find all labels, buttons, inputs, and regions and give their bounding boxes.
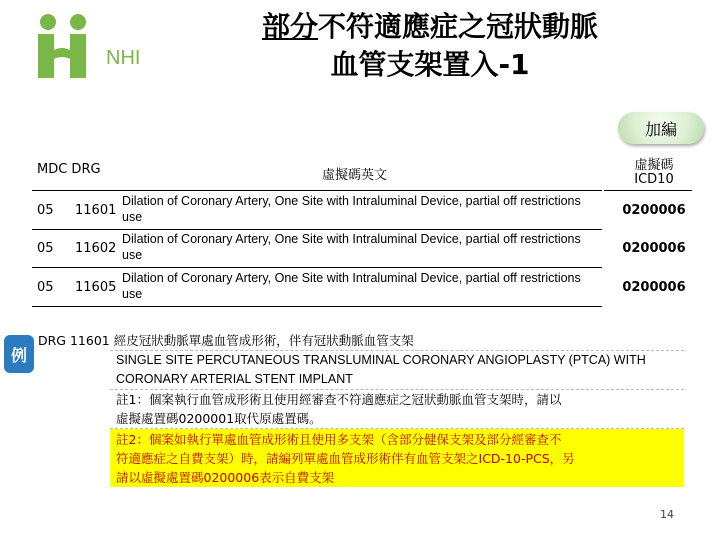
row1-drg: 11601 [75,203,117,218]
note1-line2: 虛擬處置碼0200001取代原處置碼。 [116,411,322,426]
row1-code: 0200006 [622,203,686,218]
title-line2: 血管支架置入-1 [330,48,530,81]
header-code-l2: ICD10 [634,172,674,187]
page-title [150,8,710,84]
row3-code: 0200006 [622,280,686,295]
header-mdc-drg: MDC DRG [37,162,101,177]
example-en-line2: CORONARY ARTERIAL STENT IMPLANT [116,372,353,386]
title-underlined-part: 部分 [261,10,318,43]
note2-line3: 請以虛擬處置碼0200006表示自費支架 [116,470,335,485]
row2-desc: Dilation of Coronary Artery, One Site with Intraluminal Device, partial off restrictions use [122,232,581,262]
row1-mdc: 05 [37,203,54,218]
row-divider [32,229,602,230]
note2-line1: 註2：個案如執行單處血管成形術且使用多支架（含部分健保支架及部分經審查不 [116,432,562,447]
title-line1-rest: 不符適應症之冠狀動脈 [318,10,599,43]
example-en-line1: SINGLE SITE PERCUTANEOUS TRANSLUMINAL CORONARY ANGIOPLASTY (PTCA) WITH [116,353,646,367]
note2-line2: 符適應症之自費支架）時，請編列單處血管成形術伴有血管支架之ICD-10-PCS，另 [116,451,575,466]
row2-code: 0200006 [622,241,686,256]
page-number: 14 [660,508,674,521]
table-header-rule [32,190,602,191]
row1-desc: Dilation of Coronary Artery, One Site with Intraluminal Device, partial off restrictions use [122,194,581,224]
new-code-badge: 加編 [618,112,704,144]
row3-drg: 11605 [75,280,117,295]
table-header-rule-right [604,190,692,191]
row3-desc: Dilation of Coronary Artery, One Site with Intraluminal Device, partial off restrictions use [122,271,581,301]
row2-mdc: 05 [37,241,54,256]
row3-mdc: 05 [37,280,54,295]
example-drg-line: DRG 11601 經皮冠狀動脈單處血管成形術，伴有冠狀動脈血管支架 [38,333,414,348]
table-bottom-rule [32,306,602,307]
logo-text: NHI [106,47,141,69]
row-divider [32,267,602,268]
row2-drg: 11602 [75,241,117,256]
note1-line1: 註1：個案執行血管成形術且使用經審查不符適應症之冠狀動脈血管支架時，請以 [116,392,562,407]
example-label: 例 [4,335,34,373]
header-code-l1: 虛擬碼 [634,158,674,173]
header-desc: 虛擬碼英文 [322,168,388,183]
